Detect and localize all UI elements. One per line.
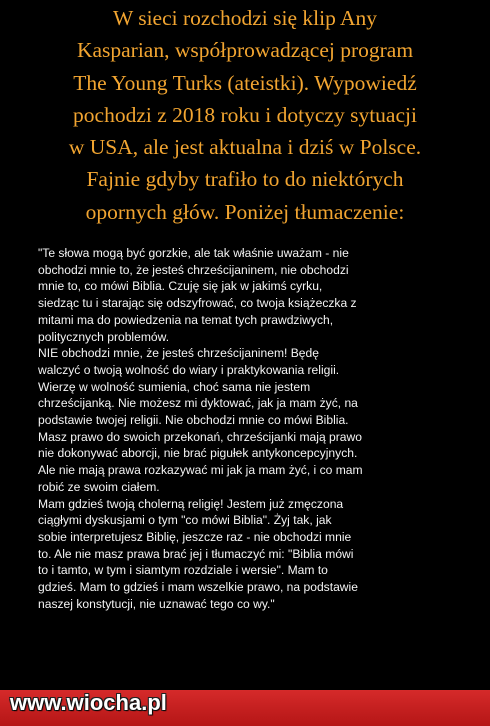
headline-line: w USA, ale jest aktualna i dziś w Polsce. bbox=[68, 135, 422, 160]
quote-line: naszej konstytucji, nie uznawać tego co wy." bbox=[38, 596, 275, 611]
quote-line: gdzieś. Mam to gdzieś i mam wszelkie prawo, na podstawie bbox=[38, 580, 358, 595]
headline-line: W sieci rozchodzi się klip Any bbox=[112, 6, 378, 30]
quote-line: podstawie twojej religii. Nie obchodzi mnie co mówi Biblia. bbox=[38, 413, 349, 428]
quote-line: Masz prawo do swoich przekonań, chrześcijanki mają prawo bbox=[38, 429, 362, 444]
headline-line: The Young Turks (ateistki). Wypowiedź bbox=[73, 70, 417, 95]
quote-line: siedząc tu i starając się odszyfrować, co twoja książeczka z bbox=[38, 296, 357, 311]
quote-line: politycznych problemów. bbox=[38, 329, 170, 344]
quote-line: chrześcijanką. Nie możesz mi dyktować, jak ja mam żyć, na bbox=[38, 396, 358, 411]
quote-line: Ale nie mają prawa rozkazywać mi jak ja mam żyć, i co mam bbox=[38, 463, 363, 478]
quote-line: mnie to, co mówi Biblia. Czuję się jak w jakimś cyrku, bbox=[38, 279, 323, 294]
headline bbox=[0, 2, 490, 228]
quote-line: nie dokonywać aborcji, nie brać pigułek antykoncepcyjnych. bbox=[38, 446, 358, 461]
quote-line: robić ze swoim ciałem. bbox=[38, 479, 160, 494]
quote-line: ciągłymi dyskusjami o tym "co mówi Biblia". Żyj tak, jak bbox=[38, 513, 332, 528]
quote-line: to i tamto, w tym i siamtym rozdziale i wersie". Mam to bbox=[38, 563, 328, 578]
quote-line: mitami ma do powiedzenia na temat tych prawdziwych, bbox=[38, 312, 334, 327]
site-logo[interactable]: www.wiocha.pl bbox=[10, 690, 167, 715]
quote-line: Mam gdzieś twoją cholerną religię! Jestem już zmęczona bbox=[38, 496, 344, 511]
headline-line: opornych głów. Poniżej tłumaczenie: bbox=[85, 199, 405, 224]
quote-line: walczyć o twoją wolność do wiary i praktykowania religii. bbox=[38, 362, 340, 377]
quote-line: NIE obchodzi mnie, że jesteś chrześcijaninem! Będę bbox=[38, 346, 319, 361]
quote-line: sobie interpretujesz Biblię, jeszcze raz - nie obchodzi mnie bbox=[38, 529, 352, 544]
quote-line: "Te słowa mogą być gorzkie, ale tak właśnie uważam - nie bbox=[38, 246, 349, 260]
headline-line: pochodzi z 2018 roku i dotyczy sytuacji bbox=[73, 102, 417, 127]
quote-line: to. Ale nie masz prawa brać jej i tłumaczyć mi: "Biblia mówi bbox=[38, 546, 354, 561]
quote-body bbox=[38, 245, 490, 612]
quote-line: Wierzę w wolność sumienia, choć sama nie jestem bbox=[38, 379, 311, 394]
quote-line: obchodzi mnie to, że jesteś chrześcijaninem, nie obchodzi bbox=[38, 262, 349, 277]
headline-line: Kasparian, współprowadzącej program bbox=[76, 38, 414, 63]
headline-line: Fajnie gdyby trafiło to do niektórych bbox=[86, 167, 404, 192]
